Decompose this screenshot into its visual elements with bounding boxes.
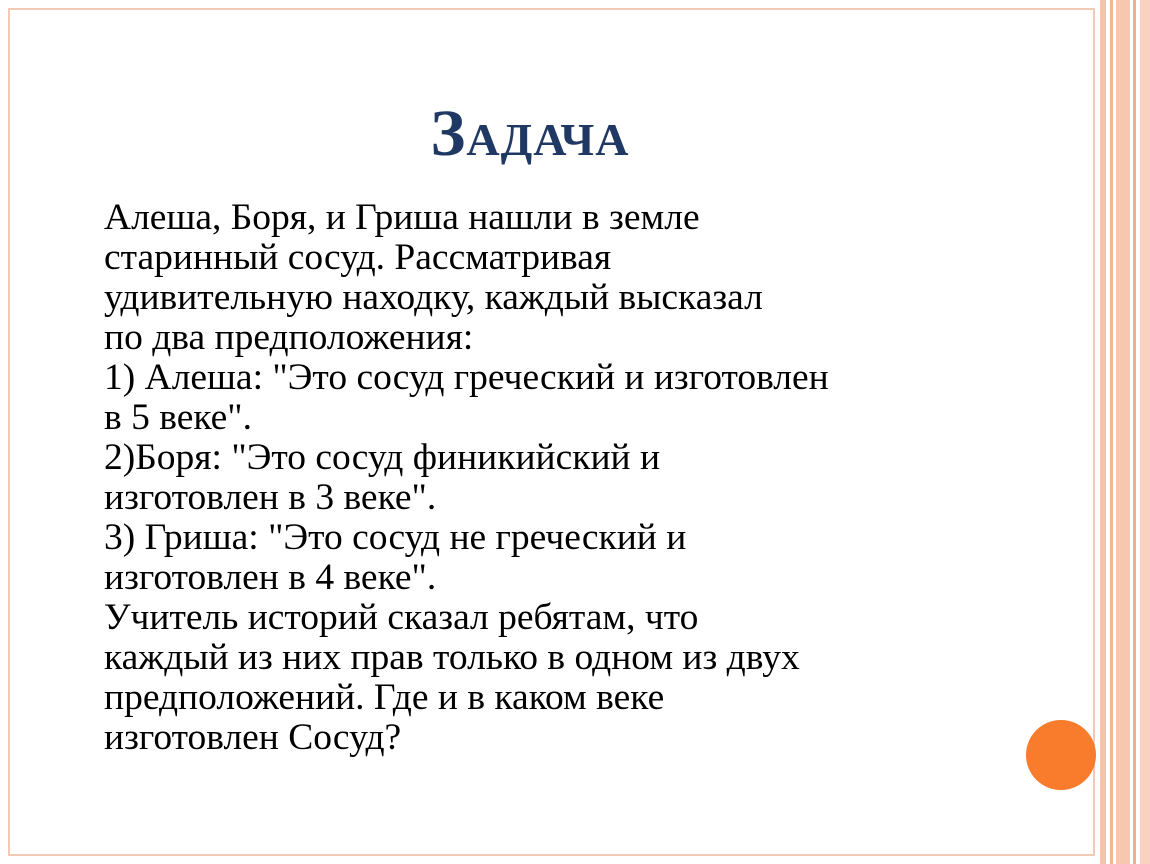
body-line: 1) Алеша: "Это сосуд греческий и изготовлен <box>104 357 829 398</box>
decorative-stripe <box>1140 0 1150 864</box>
body-line: 3) Гриша: "Это сосуд не греческий и <box>104 517 687 558</box>
body-line: удивительную находку, каждый высказал <box>104 277 763 318</box>
body-line: старинный сосуд. Рассматривая <box>104 237 612 278</box>
body-line: изготовлен Сосуд? <box>104 717 402 758</box>
body-line: каждый из них прав только в одном из двух <box>104 637 800 678</box>
body-line: предположений. Где и в каком веке <box>104 677 665 718</box>
body-line: в 5 веке". <box>104 397 252 438</box>
body-line: Учитель историй сказал ребятам, что <box>104 597 699 638</box>
decorative-stripe <box>1116 0 1130 864</box>
slide-title: Задача <box>430 97 630 170</box>
decorative-stripe <box>1110 0 1113 864</box>
slide-body-text <box>104 198 1054 758</box>
body-line: по два предположения: <box>104 317 474 358</box>
body-line: 2)Боря: "Это сосуд финикийский и <box>104 437 661 478</box>
body-line: изготовлен в 4 веке". <box>104 557 437 598</box>
orange-circle-decoration <box>1026 720 1096 790</box>
body-line: Алеша, Боря, и Гриша нашли в земле <box>104 197 700 238</box>
body-line: изготовлен в 3 веке". <box>104 477 437 518</box>
decorative-stripe <box>1133 0 1136 864</box>
decorative-stripe <box>1100 0 1106 864</box>
